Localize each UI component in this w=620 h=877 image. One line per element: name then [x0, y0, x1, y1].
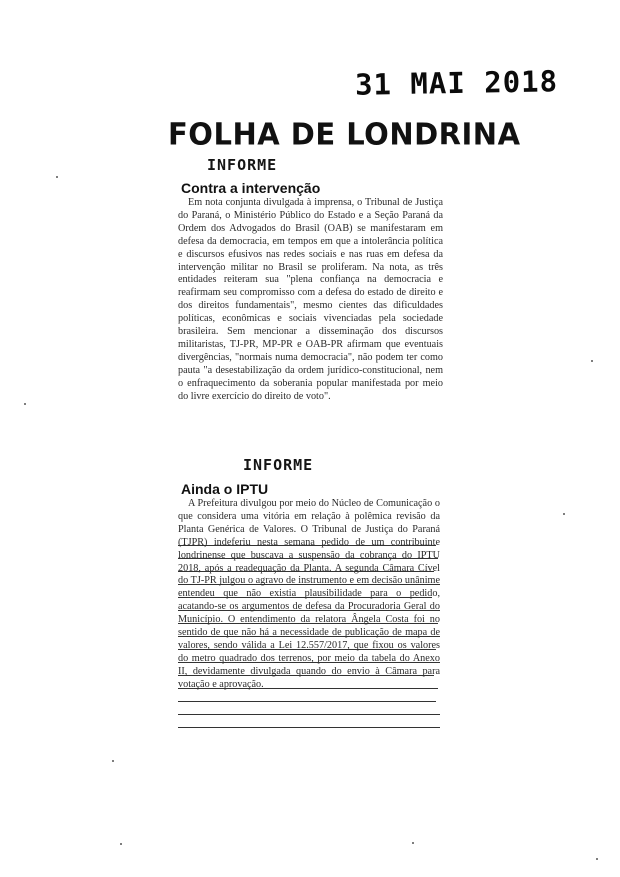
- underline-mark: [178, 688, 438, 689]
- underline-mark: [178, 727, 440, 728]
- underline-mark: [178, 714, 440, 715]
- underline-mark: [178, 636, 440, 637]
- scan-speck: [412, 842, 414, 844]
- underline-mark: [178, 545, 436, 546]
- underline-mark: [178, 597, 432, 598]
- scan-speck: [591, 360, 593, 362]
- article-body-2: A Prefeitura divulgou por meio do Núcleo de Comunicação o que considera uma vitória em relação à polêmica revisão da Planta Genérica de Valores. O Tribunal de Justiça do Paraná (TJPR) indeferiu nesta semana pedido de um contribuinte londrinense que buscava a suspensão da cobrança do IPTU 2018, após a readequação da Planta. A segunda Câmara Cível do TJ-PR julgou o agravo de instrumento e em decisão unânime entendeu que não existia plausibilidade para o pedido, acatando-se os argumentos de defesa da Procuradoria Geral do Município. O entendimento da relatora Ângela Costa foi no sentido de que não há a necessidade de publicação de mapa de valores, sendo válida a Lei 12.557/2017, que fixou os valores do metro quadrado dos terrenos, por meio da tabela do Anexo II, devidamente divulgada quando do envio à Câmara para votação e aprovação.: [178, 498, 440, 690]
- informe-tag-1: INFORME: [207, 156, 278, 174]
- underline-mark: [178, 662, 440, 663]
- scan-speck: [120, 843, 122, 845]
- underline-mark: [178, 558, 438, 559]
- underline-mark: [178, 623, 438, 624]
- scan-speck: [596, 858, 598, 860]
- article-headline-1: Contra a intervenção: [181, 180, 321, 196]
- scan-speck: [563, 513, 565, 515]
- underline-mark: [178, 584, 440, 585]
- scan-speck: [112, 760, 114, 762]
- underline-mark: [178, 675, 434, 676]
- underline-mark: [178, 649, 436, 650]
- scan-speck: [56, 176, 58, 178]
- underline-mark: [178, 701, 436, 702]
- informe-tag-2: INFORME: [243, 456, 314, 474]
- scan-speck: [24, 403, 26, 405]
- article-headline-2: Ainda o IPTU: [181, 481, 269, 497]
- underline-mark: [178, 571, 434, 572]
- article-body-1: Em nota conjunta divulgada à imprensa, o Tribunal de Justiça do Paraná, o Ministério Público do Estado e a Seção Paraná da Ordem dos Advogados do Brasil (OAB) se manifestaram em defesa da democracia, em tempos em que a intolerância política e discursos efusivos nas redes sociais e nas ruas em defesa da intervenção militar no Brasil se proliferam. Na nota, as três entidades reiteram sua "plena confiança na democracia e reafirmam seu compromisso com a defesa do estado de direito e dos direitos fundamentais", mesmo cientes das dificuldades políticas, econômicas e sociais vivenciadas pela sociedade brasileira. Sem mencionar a disseminação dos discursos militaristas, TJ-PR, MP-PR e OAB-PR afirmam que eventuais divergências, "normais numa democracia", não podem ter como pauta "a desestabilização da ordem jurídico-constitucional, nem o enfraquecimento da soberania popular manifestada por meio do livre exercício do direito de voto".: [178, 197, 443, 402]
- date-stamp: 31 MAI 2018: [354, 64, 559, 102]
- underline-mark: [178, 610, 440, 611]
- newspaper-masthead: FOLHA DE LONDRINA: [168, 116, 521, 152]
